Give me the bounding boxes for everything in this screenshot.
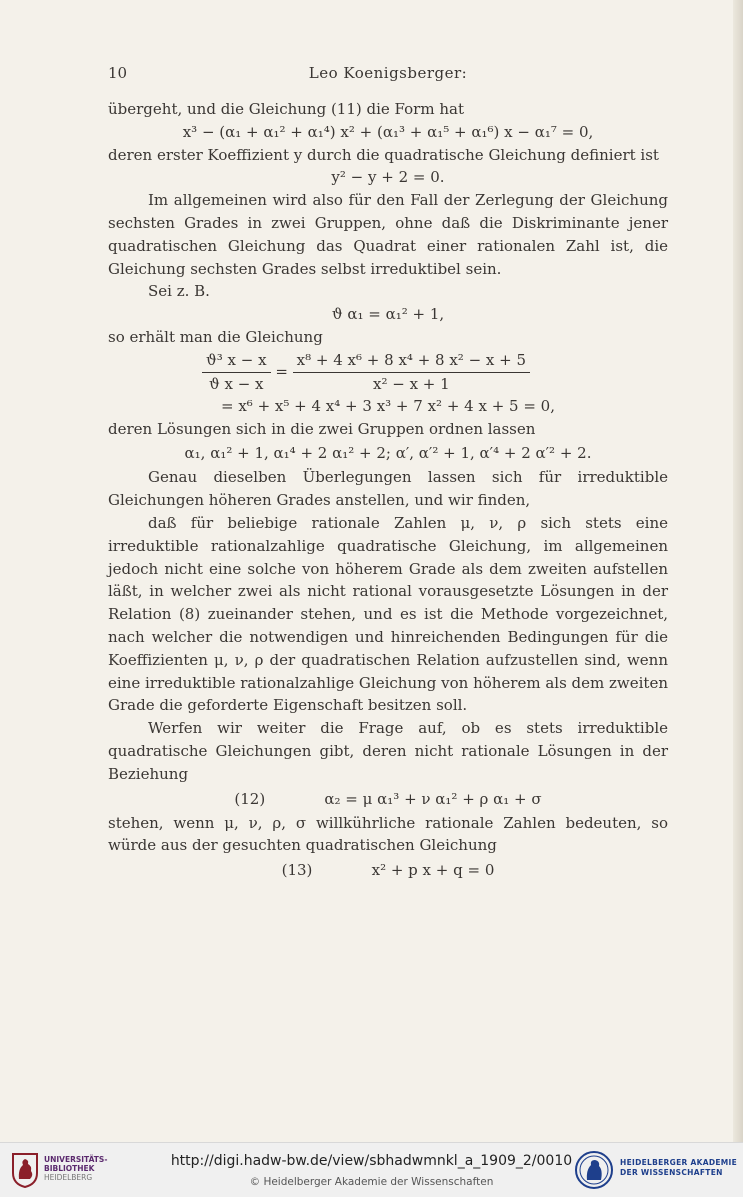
right-numerator: x⁸ + 4 x⁶ + 8 x⁴ + 8 x² − x + 5	[293, 349, 530, 373]
equation: α₁, α₁² + 1, α₁⁴ + 2 α₁² + 2; α′, α′² + 1, α′⁴ + 2 α′² + 2.	[184, 444, 592, 463]
paragraph: daß für beliebige rationale Zahlen μ, ν, ρ sich stets eine irreduktible rationalzahlige quadratische Gleichung, im allgemeinen jedoch nicht eine solche von höherem Grade als dem zweiten aufstellen läßt, in welcher zwei als nicht rational vorausgesetzte Lösungen in der Relation (8) zueinander stehen, und es ist die Methode vorgezeichnet, nach welcher die notwendigen und hinreichenden Bedingungen für die Koeffizienten μ, ν, ρ der quadratischen Relation aufzustellen sind, wenn eine irreduktible rationalzahlige Gleichung von höherem als dem zweiten Grade die geforderte Eigenschaft besitzen soll.	[108, 513, 669, 715]
running-header	[108, 62, 668, 84]
paragraph: deren erster Koeffizient y durch die quadratische Gleichung definiert ist	[108, 145, 659, 164]
academy-name[interactable]	[620, 1158, 737, 1178]
paragraph: stehen, wenn μ, ν, ρ, σ willkührliche rationale Zahlen bedeuten, so würde aus der gesuchten quadratischen Gleichung	[108, 813, 668, 855]
paragraph: so erhält man die Gleichung	[108, 327, 323, 346]
equation: = x⁶ + x⁵ + 4 x⁴ + 3 x³ + 7 x² + 4 x + 5 = 0,	[221, 396, 555, 415]
academy-name-line: HEIDELBERGER AKADEMIE	[620, 1158, 738, 1167]
equation-body: α₂ = μ α₁³ + ν α₁² + ρ α₁ + σ	[324, 789, 542, 808]
paragraph: Genau dieselben Überlegungen lassen sich für irreduktible Gleichungen höheren Grades anstellen, und wir finden,	[108, 468, 668, 510]
equation-number: (13)	[281, 861, 313, 880]
paragraph: übergeht, und die Gleichung (11) die Form hat	[108, 100, 464, 118]
right-denominator: x² − x + 1	[373, 374, 450, 393]
right-fraction	[293, 349, 530, 396]
left-fraction	[202, 349, 271, 396]
viewer-footer	[0, 1142, 743, 1197]
academy-name-line: DER WISSENSCHAFTEN	[620, 1168, 723, 1177]
library-name-line: UNIVERSITÄTS-	[44, 1155, 108, 1164]
copyright-notice: © Heidelberger Akademie der Wissenschaften	[249, 1176, 494, 1188]
equals-sign: =	[275, 362, 288, 381]
equation: y² − y + 2 = 0.	[331, 168, 445, 187]
page-text	[108, 62, 668, 883]
left-numerator: ϑ³ x − x	[202, 349, 271, 373]
running-title: Leo Koenigsberger:	[308, 64, 468, 82]
paragraph: Im allgemeinen wird also für den Fall der Zerlegung der Gleichung sechsten Grades in zwei Gruppen, ohne daß die Diskriminante jener quadratischen Gleichung das Quadrat einer rationalen Zahl ist, die Gleichung sechsten Grades selbst irreduktibel sein.	[108, 191, 668, 278]
left-denominator: ϑ x − x	[209, 374, 264, 393]
fraction-equation	[108, 349, 668, 395]
equation-body: x² + p x + q = 0	[371, 861, 495, 880]
document-url-link[interactable]: http://digi.hadw-bw.de/view/sbhadwmnkl_a_1909_2/0010	[170, 1153, 573, 1169]
paragraph: Werfen wir weiter die Frage auf, ob es stets irreduktible quadratische Gleichungen gibt, deren nicht rationale Lösungen in der Beziehung	[108, 719, 668, 783]
library-name-line: BIBLIOTHEK	[44, 1164, 95, 1173]
equation-13	[108, 857, 668, 883]
equation-12	[108, 786, 668, 812]
paragraph: deren Lösungen sich in die zwei Gruppen ordnen lassen	[108, 419, 536, 438]
page-number: 10	[108, 64, 128, 82]
equation-number: (12)	[234, 789, 266, 808]
paragraph: Sei z. B.	[148, 282, 210, 301]
equation: x³ − (α₁ + α₁² + α₁⁴) x² + (α₁³ + α₁⁵ + α₁⁶) x − α₁⁷ = 0,	[182, 122, 594, 141]
academy-seal-icon[interactable]	[574, 1150, 614, 1190]
equation: ϑ α₁ = α₁² + 1,	[331, 305, 445, 324]
library-name-line: HEIDELBERG	[44, 1173, 93, 1182]
